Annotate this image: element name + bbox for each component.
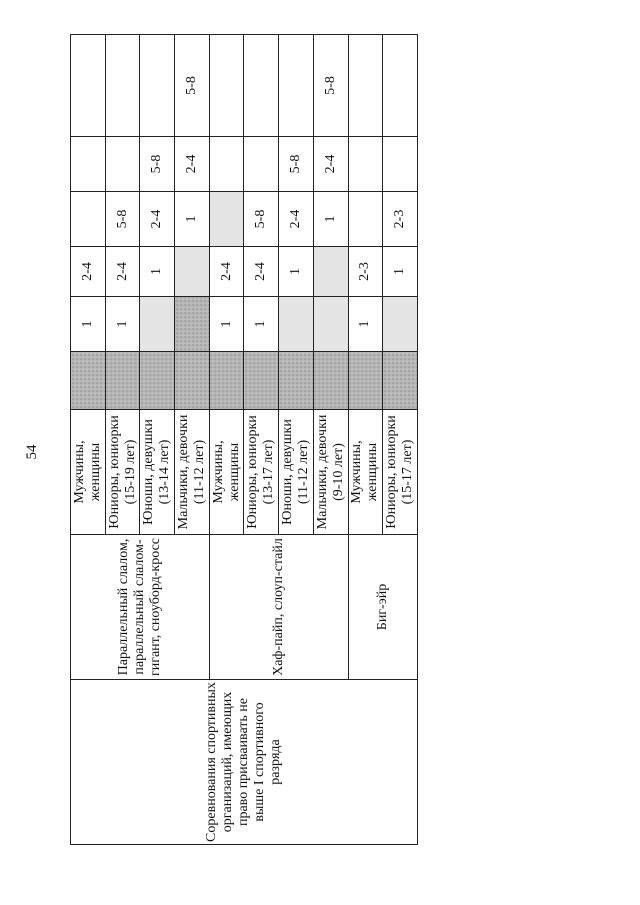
place-cell: 2-4 bbox=[140, 192, 175, 247]
place-cell bbox=[313, 247, 348, 297]
shaded-cell bbox=[383, 352, 418, 410]
place-cell: 5-8 bbox=[140, 137, 175, 192]
place-cell: 1 bbox=[348, 297, 383, 352]
age-group-cell: Юниоры, юниорки (15-19 лет) bbox=[105, 410, 140, 535]
place-cell bbox=[105, 35, 140, 137]
place-cell: 1 bbox=[105, 297, 140, 352]
age-group-cell: Мужчины, женщины bbox=[209, 410, 244, 535]
discipline-cell: Хаф-пайп, слоуп-стайл bbox=[209, 535, 348, 680]
place-cell bbox=[279, 35, 314, 137]
place-cell bbox=[71, 192, 106, 247]
shaded-cell bbox=[313, 352, 348, 410]
shaded-cell bbox=[71, 352, 106, 410]
shaded-cell bbox=[175, 352, 210, 410]
shaded-cell bbox=[209, 352, 244, 410]
place-cell bbox=[383, 297, 418, 352]
place-cell: 2-4 bbox=[175, 137, 210, 192]
age-group-cell: Юниоры, юниорки (15-17 лет) bbox=[383, 410, 418, 535]
place-cell bbox=[175, 297, 210, 352]
shaded-cell bbox=[244, 352, 279, 410]
place-cell bbox=[140, 297, 175, 352]
place-cell: 5-8 bbox=[244, 192, 279, 247]
place-cell: 2-4 bbox=[71, 247, 106, 297]
place-cell: 2-4 bbox=[244, 247, 279, 297]
place-cell: 2-4 bbox=[279, 192, 314, 247]
place-cell bbox=[209, 35, 244, 137]
place-cell: 5-8 bbox=[105, 192, 140, 247]
shaded-cell bbox=[279, 352, 314, 410]
age-group-cell: Юноши, девушки (11-12 лет) bbox=[279, 410, 314, 535]
age-group-cell: Мальчики, девочки (11-12 лет) bbox=[175, 410, 210, 535]
place-cell: 1 bbox=[209, 297, 244, 352]
place-cell bbox=[383, 137, 418, 192]
place-cell bbox=[105, 137, 140, 192]
page-number: 54 bbox=[24, 444, 40, 460]
place-cell bbox=[279, 297, 314, 352]
place-cell bbox=[348, 192, 383, 247]
place-cell bbox=[383, 35, 418, 137]
table-row bbox=[71, 35, 106, 845]
ranking-table bbox=[70, 34, 418, 845]
place-cell: 2-4 bbox=[105, 247, 140, 297]
place-cell: 5-8 bbox=[279, 137, 314, 192]
place-cell bbox=[348, 35, 383, 137]
place-cell: 1 bbox=[71, 297, 106, 352]
place-cell: 2-4 bbox=[313, 137, 348, 192]
place-cell: 1 bbox=[313, 192, 348, 247]
place-cell bbox=[244, 35, 279, 137]
place-cell: 2-4 bbox=[209, 247, 244, 297]
place-cell: 5-8 bbox=[175, 35, 210, 137]
place-cell: 1 bbox=[175, 192, 210, 247]
place-cell bbox=[209, 192, 244, 247]
place-cell: 2-3 bbox=[348, 247, 383, 297]
age-group-cell: Мужчины, женщины bbox=[348, 410, 383, 535]
age-group-cell: Мужчины, женщины bbox=[71, 410, 106, 535]
discipline-cell: Биг-эйр bbox=[348, 535, 418, 680]
age-group-cell: Юноши, девушки (13-14 лет) bbox=[140, 410, 175, 535]
place-cell bbox=[348, 137, 383, 192]
place-cell bbox=[313, 297, 348, 352]
place-cell: 1 bbox=[279, 247, 314, 297]
age-group-cell: Юниоры, юниорки (13-17 лет) bbox=[244, 410, 279, 535]
discipline-cell: Параллельный слалом, параллельный слалом-гигант, сноуборд-кросс bbox=[71, 535, 210, 680]
competition-category-cell: Соревнования спортивных организаций, имеющих право присваивать не выше I спортивного разряда bbox=[71, 680, 418, 845]
place-cell: 1 bbox=[244, 297, 279, 352]
place-cell: 5-8 bbox=[313, 35, 348, 137]
place-cell: 1 bbox=[383, 247, 418, 297]
place-cell bbox=[175, 247, 210, 297]
place-cell bbox=[244, 137, 279, 192]
age-group-cell: Мальчики, девочки (9-10 лет) bbox=[313, 410, 348, 535]
shaded-cell bbox=[348, 352, 383, 410]
place-cell: 2-3 bbox=[383, 192, 418, 247]
place-cell bbox=[209, 137, 244, 192]
place-cell: 1 bbox=[140, 247, 175, 297]
place-cell bbox=[140, 35, 175, 137]
place-cell bbox=[71, 35, 106, 137]
rotated-table bbox=[70, 35, 418, 845]
shaded-cell bbox=[105, 352, 140, 410]
shaded-cell bbox=[140, 352, 175, 410]
place-cell bbox=[71, 137, 106, 192]
